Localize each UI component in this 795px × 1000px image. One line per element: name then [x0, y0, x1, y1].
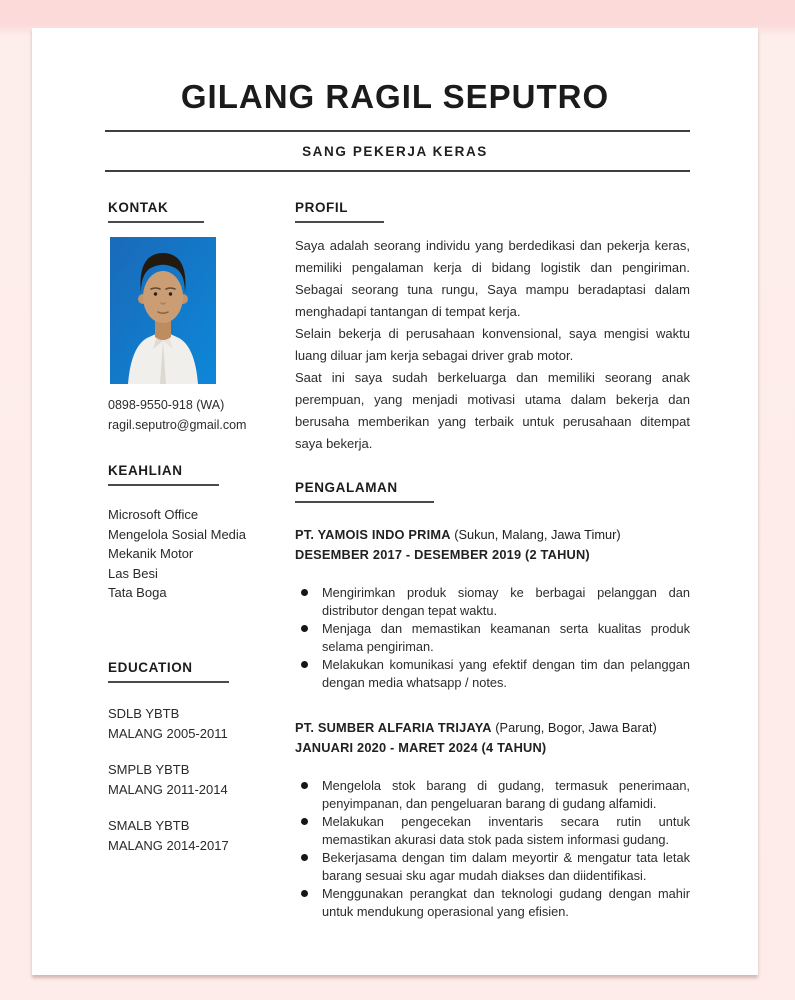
job-company-line: [295, 718, 690, 738]
education-item: [108, 704, 271, 744]
profile-paragraphs: [295, 235, 690, 455]
contact-heading: KONTAK: [108, 200, 204, 223]
job-period: DESEMBER 2017 - DESEMBER 2019 (2 TAHUN): [295, 547, 590, 562]
skill-item: Mekanik Motor: [108, 546, 194, 561]
sidebar: [108, 199, 271, 872]
bullet-text: Melakukan komunikasi yang efektif dengan tim dan pelanggan dengan media whatsapp / notes.: [322, 657, 690, 690]
content-columns: [32, 172, 758, 921]
profile-section: [295, 199, 690, 455]
skills-list: [108, 505, 271, 603]
school-years: MALANG 2014-2017: [108, 837, 229, 853]
bullet-text: Menggunakan perangkat dan teknologi gudang dengan mahir untuk mendukung operasional yang efisien.: [322, 886, 690, 919]
job-bullets: [295, 584, 690, 691]
company-name: PT. SUMBER ALFARIA TRIJAYA: [295, 720, 492, 735]
bullet-dot-icon: [301, 854, 308, 861]
profile-paragraph: Saya adalah seorang individu yang berdedikasi dan pekerja keras, memiliki pengalaman kerja di bidang logistik dan pengiriman. Sebagai seorang tuna rungu, Saya mampu beradaptasi dalam menghadapi tantangan di tempat kerja.: [295, 238, 690, 319]
school-name: SMALB YBTB: [108, 817, 190, 833]
bullet-item: [295, 620, 690, 655]
job-bullets: [295, 777, 690, 920]
school-name: SDLB YBTB: [108, 705, 180, 721]
resume-page: [32, 28, 758, 975]
profile-heading: PROFIL: [295, 200, 384, 223]
skills-section: [108, 462, 271, 603]
company-location: (Sukun, Malang, Jawa Timur): [454, 527, 621, 542]
skill-item: Las Besi: [108, 565, 158, 581]
bullet-item: [295, 777, 690, 812]
main-content: [295, 199, 690, 921]
bullet-item: [295, 656, 690, 691]
page-title: GILANG RAGIL SEPUTRO: [180, 78, 610, 115]
job-entry: [295, 718, 690, 920]
contact-lines: [108, 395, 271, 435]
skills-heading: KEAHLIAN: [108, 463, 219, 486]
school-name: SMPLB YBTB: [108, 761, 190, 777]
bullet-text: Bekerjasama dengan tim dalam meyortir & mengatur tata letak barang sesuai sku agar mudah diakses dan diidentifikasi.: [322, 850, 690, 883]
experience-heading: PENGALAMAN: [295, 480, 434, 503]
profile-paragraph: Saat ini saya sudah berkeluarga dan memiliki seorang anak perempuan, yang menjadi motivasi utama dalam bekerja dan berusaha memberikan yang terbaik untuk perusahaan ditempat saya bekerja.: [295, 370, 690, 451]
job-company-line: [295, 525, 690, 545]
bullet-item: [295, 885, 690, 920]
bullet-text: Mengelola stok barang di gudang, termasuk penerimaan, penyimpanan, dan pengeluaran barang di gudang alfamidi.: [322, 778, 690, 811]
profile-paragraph: Selain bekerja di perusahaan konvensional, saya mengisi waktu luang diluar jam kerja sebagai driver grab motor.: [295, 326, 690, 363]
company-name: PT. YAMOIS INDO PRIMA: [295, 527, 451, 542]
skill-item: Mengelola Sosial Media: [108, 526, 247, 542]
bullet-text: Melakukan pengecekan inventaris secara rutin untuk memastikan akurasi data stok pada sistem informasi gudang.: [322, 814, 690, 847]
job-period: JANUARI 2020 - MARET 2024 (4 TAHUN): [295, 740, 547, 755]
bullet-item: [295, 813, 690, 848]
school-years: MALANG 2011-2014: [108, 781, 228, 797]
education-section: [108, 659, 271, 856]
bullet-item: [295, 584, 690, 619]
experience-section: [295, 479, 690, 920]
skill-item: Microsoft Office: [108, 507, 199, 522]
tagline: SANG PEKERJA KERAS: [302, 144, 488, 159]
bullet-dot-icon: [301, 890, 308, 897]
bullet-dot-icon: [301, 589, 308, 596]
bullet-text: Mengirimkan produk siomay ke berbagai pelanggan dan distributor dengan tepat waktu.: [322, 585, 690, 618]
bullet-text: Menjaga dan memastikan keamanan serta kualitas produk selama pengiriman.: [322, 621, 690, 654]
phone-text: 0898-9550-918 (WA): [108, 398, 225, 412]
bullet-dot-icon: [301, 661, 308, 668]
school-years: MALANG 2005-2011: [108, 725, 228, 741]
job-entry: [295, 525, 690, 691]
education-list: [108, 704, 271, 856]
bullet-item: [295, 849, 690, 884]
education-item: [108, 760, 271, 800]
education-item: [108, 816, 271, 856]
bullet-dot-icon: [301, 818, 308, 825]
education-heading: EDUCATION: [108, 660, 229, 683]
bullet-dot-icon: [301, 625, 308, 632]
company-location: (Parung, Bogor, Jawa Barat): [495, 720, 657, 735]
contact-section: [108, 199, 271, 435]
bullet-dot-icon: [301, 782, 308, 789]
profile-photo: [110, 237, 216, 384]
email-link[interactable]: ragil.seputro@gmail.com: [108, 418, 247, 432]
skill-item: Tata Boga: [108, 585, 167, 600]
